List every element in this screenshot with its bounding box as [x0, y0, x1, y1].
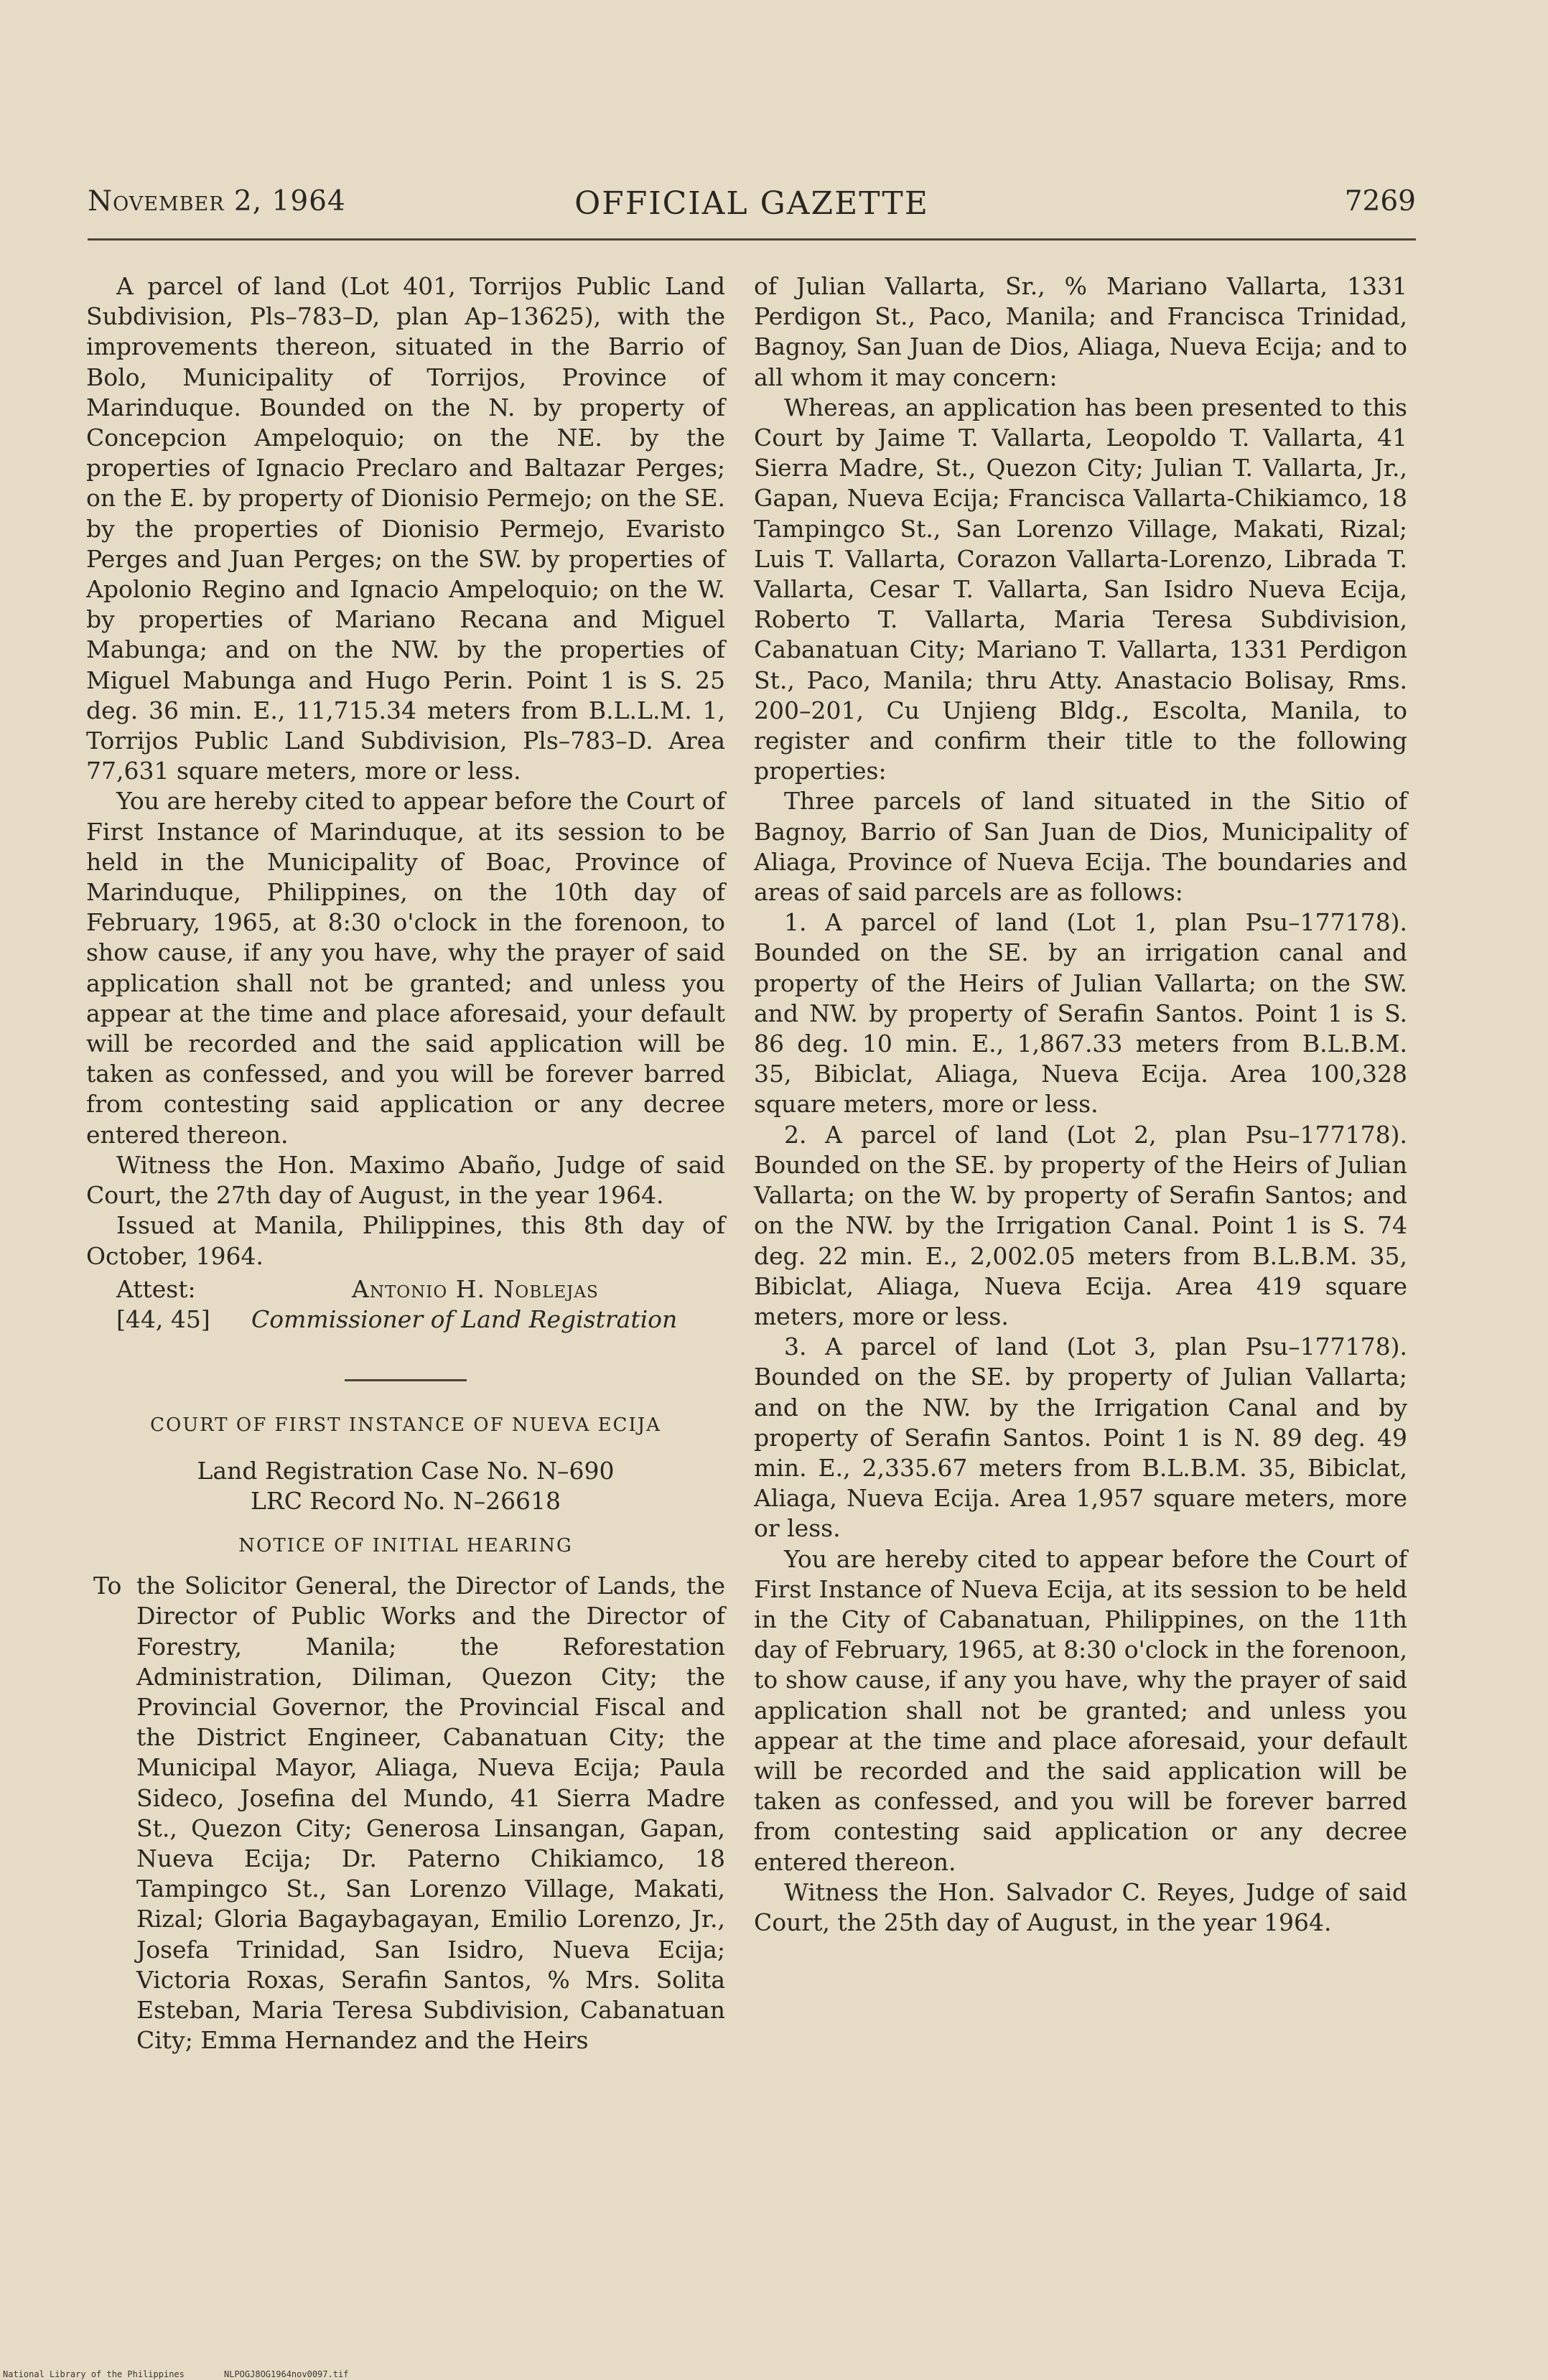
publication-title: OFFICIAL GAZETTE [574, 185, 929, 222]
case-number: Land Registration Case No. N–690 [197, 1456, 615, 1485]
application-paragraph: Whereas, an application has been presented to this Court by Jaime T. Vallarta, Leopoldo T. Vallarta, 41 Sierra Madre, St., Quezon City; Julian T. Vallarta, Jr., Gapan, Nueva Ecija; Francisca Vallarta-Chikiamco, 18 Tampingco St., San Lorenzo Village, Makati, Rizal; Luis T. Vallarta, Corazon Vallarta-Lorenzo, Librada T. Vallarta, Cesar T. Vallarta, San Isidro Nueva Ecija, Roberto T. Vallarta, Maria Teresa Subdivision, Cabanatuan City; Mariano T. Vallarta, 1331 Perdigon St., Paco, Manila; thru Atty. Anastacio Bolisay, Rms. 200–201, Cu Unjieng Bldg., Escolta, Manila, to register and confirm their title to the following properties: [754, 393, 1407, 785]
attest-reference: [44, 45] [116, 1305, 210, 1333]
addressee-list: the Solicitor General, the Director of Lands, the Director of Public Works and the Director of Forestry, Manila; the Reforestation Administration, Diliman, Quezon City; the Provincial Governor, the Provincial Fiscal and the District Engineer, Cabanatuan City; the Municipal Mayor, Aliaga, Nueva Ecija; Paula Sideco, Josefina del Mundo, 41 Sierra Madre St., Quezon City; Generosa Linsangan, Gapan, Nueva Ecija; Dr. Paterno Chikiamco, 18 Tampingco St., San Lorenzo Village, Makati, Rizal; Gloria Bagaybagayan, Emilio Lorenzo, Jr., Josefa Trinidad, San Isidro, Nueva Ecija; Victoria Roxas, Serafin Santos, % Mrs. Solita Esteban, Maria Teresa Subdivision, Cabanatuan City; Emma Hernandez and the Heirs [136, 1572, 725, 2055]
witness-paragraph: Witness the Hon. Maximo Abaño, Judge of said Court, the 27th day of August, in the year 1964. [86, 1150, 725, 1210]
record-number: LRC Record No. N–26618 [250, 1486, 561, 1515]
court-heading: COURT OF FIRST INSTANCE OF NUEVA ECIJA [150, 1414, 661, 1436]
footer-filename: NLPOGJ8OG1964nov0097.tif [224, 2369, 349, 2379]
attest-title: Commissioner of Land Registration [251, 1305, 678, 1333]
notice-heading: NOTICE OF INITIAL HEARING [238, 1534, 573, 1557]
issued-paragraph: Issued at Manila, Philippines, this 8th day of October, 1964. [86, 1211, 725, 1270]
header-rule [88, 238, 1416, 241]
attest-label: Attest: [116, 1274, 196, 1303]
witness-paragraph: Witness the Hon. Salvador C. Reyes, Judge of said Court, the 25th day of August, in the year 1964. [754, 1877, 1407, 1936]
attest-block [86, 1274, 725, 1336]
footer-credit: National Library of the Philippines [3, 2369, 185, 2379]
parcel-lot-1: 1. A parcel of land (Lot 1, plan Psu–177178). Bounded on the SE. by an irrigation canal and property of the Heirs of Julian Vallarta; on the SW. and NW. by property of Serafin Santos. Point 1 is S. 86 deg. 10 min. E., 1,867.33 meters from B.L.B.M. 35, Bibiclat, Aliaga, Nueva Ecija. Area 100,328 square meters, more or less. [754, 908, 1407, 1119]
issue-date: November 2, 1964 [88, 185, 346, 218]
parcels-intro: Three parcels of land situated in the Sitio of Bagnoy, Barrio of San Juan de Dios, Municipality of Aliaga, Province of Nueva Ecija. The boundaries and areas of said parcels are as follows: [754, 787, 1407, 907]
addressee-continuation: of Julian Vallarta, Sr., % Mariano Vallarta, 1331 Perdigon St., Paco, Manila; and Francisca Trinidad, Bagnoy, San Juan de Dios, Aliaga, Nueva Ecija; and to all whom it may concern: [754, 272, 1407, 391]
attest-name: Antonio H. Noblejas [352, 1274, 599, 1303]
addressee-block [86, 1571, 725, 2055]
page-header [88, 185, 1416, 228]
citation-paragraph: You are hereby cited to appear before the Court of First Instance of Nueva Ecija, at its session to be held in the City of Cabanatuan, Philippines, on the 11th day of February, 1965, at 8:30 o'clock in the forenoon, to show cause, if any you have, why the prayer of said application shall not be granted; and unless you appear at the time and place aforesaid, your default will be recorded and the said application will be taken as confessed, and you will be forever barred from contesting said application or any decree entered thereon. [754, 1544, 1407, 1876]
right-column [754, 271, 1407, 1938]
parcel-lot-3: 3. A parcel of land (Lot 3, plan Psu–177178). Bounded on the SE. by property of Julian Vallarta; and on the NW. by the Irrigation Canal and by property of Serafin Santos. Point 1 is N. 89 deg. 49 min. E., 2,335.67 meters from B.L.B.M. 35, Bibiclat, Aliaga, Nueva Ecija. Area 1,957 square meters, more or less. [754, 1333, 1407, 1543]
to-label: To [93, 1572, 122, 1600]
parcel-description: A parcel of land (Lot 401, Torrijos Public Land Subdivision, Pls–783–D, plan Ap–13625), with the improvements thereon, situated in the Barrio of Bolo, Municipality of Torrijos, Province of Marinduque. Bounded on the N. by property of Concepcion Ampeloquio; on the NE. by the properties of Ignacio Preclaro and Baltazar Perges; on the E. by property of Dionisio Permejo; on the SE. by the properties of Dionisio Permejo, Evaristo Perges and Juan Perges; on the SW. by properties of Apolonio Regino and Ignacio Ampeloquio; on the W. by properties of Mariano Recana and Miguel Mabunga; and on the NW. by the properties of Miguel Mabunga and Hugo Perin. Point 1 is S. 25 deg. 36 min. E., 11,715.34 meters from B.L.L.M. 1, Torrijos Public Land Subdivision, Pls–783–D. Area 77,631 square meters, more or less. [86, 272, 725, 785]
parcel-lot-2: 2. A parcel of land (Lot 2, plan Psu–177178). Bounded on the SE. by property of the Heirs of Julian Vallarta; on the W. by property of Serafin Santos; and on the NW. by the Irrigation Canal. Point 1 is S. 74 deg. 22 min. E., 2,002.05 meters from B.L.B.M. 35, Bibiclat, Aliaga, Nueva Ecija. Area 419 square meters, more or less. [754, 1120, 1407, 1330]
citation-paragraph: You are hereby cited to appear before the Court of First Instance of Marinduque, at its session to be held in the Municipality of Boac, Province of Marinduque, Philippines, on the 10th day of February, 1965, at 8:30 o'clock in the forenoon, to show cause, if any you have, why the prayer of said application shall not be granted; and unless you appear at the time and place aforesaid, your default will be recorded and the said application will be taken as confessed, and you will be forever barred from contesting said application or any decree entered thereon. [86, 787, 725, 1149]
section-divider [345, 1379, 467, 1381]
left-column [86, 271, 725, 2055]
page-number: 7269 [1344, 185, 1416, 218]
